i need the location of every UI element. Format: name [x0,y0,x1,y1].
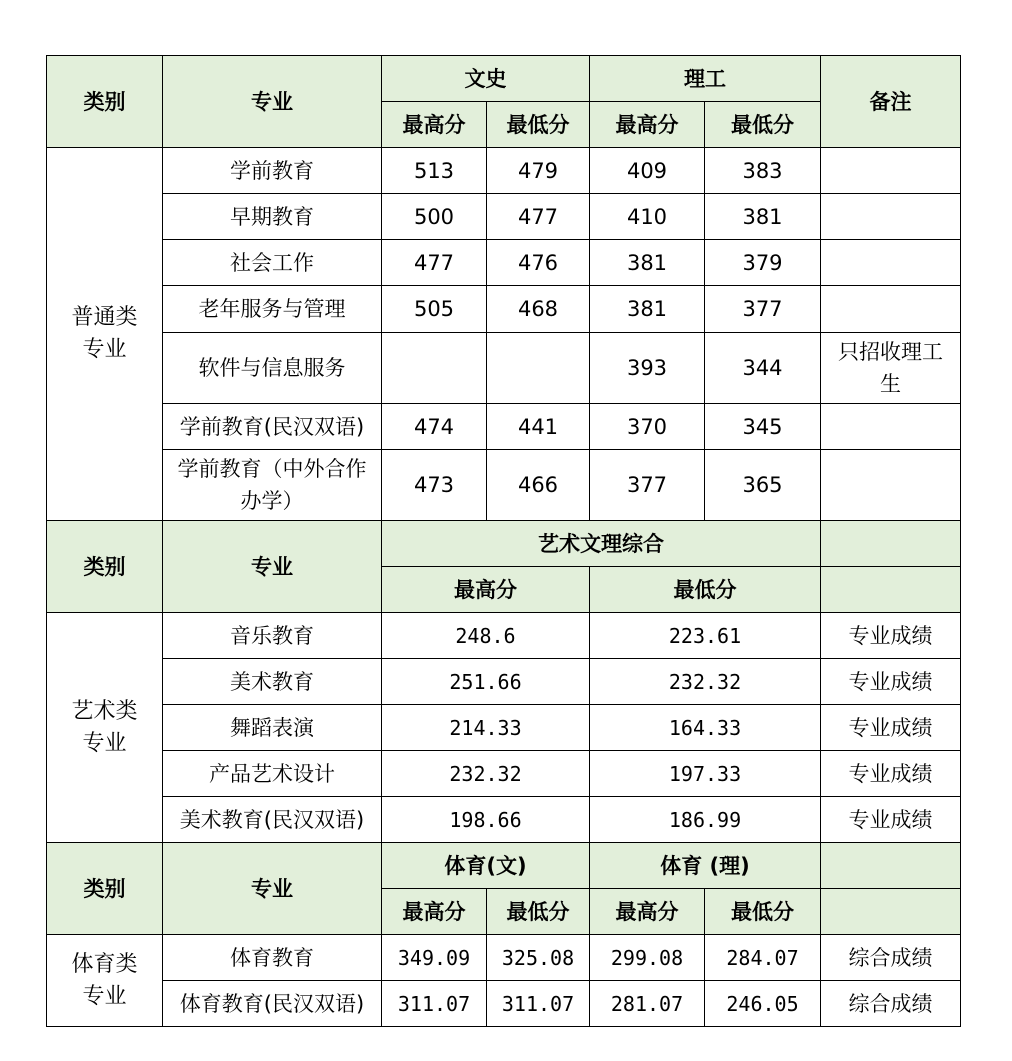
arts-min-cell: 477 [487,194,590,240]
note-cell: 综合成绩 [821,981,961,1027]
science-min-cell: 381 [705,194,821,240]
note-header-blank [821,843,961,889]
table-row [47,148,961,194]
science-max-cell: 299.08 [590,935,705,981]
note-cell [821,194,961,240]
major-cell: 体育教育 [163,935,382,981]
admission-score-table [46,55,961,1027]
arts-max-cell: 500 [382,194,487,240]
max-cell: 198.66 [382,797,590,843]
table-row [47,521,961,567]
table-row [47,751,961,797]
major-cell: 学前教育 [163,148,382,194]
major-header: 专业 [163,56,382,148]
arts-min-cell: 311.07 [487,981,590,1027]
table-row [47,240,961,286]
major-header: 专业 [163,521,382,613]
science-max-cell: 409 [590,148,705,194]
table-row [47,404,961,450]
arts-max-cell: 505 [382,286,487,333]
table-row [47,659,961,705]
note-header-blank [821,567,961,613]
science-max-cell: 370 [590,404,705,450]
note-cell: 专业成绩 [821,705,961,751]
table-row [47,935,961,981]
table-row [47,286,961,333]
table-row [47,843,961,889]
science-min-cell: 246.05 [705,981,821,1027]
max-cell: 251.66 [382,659,590,705]
table-row [47,333,961,404]
note-cell [821,286,961,333]
arts-min-cell [487,333,590,404]
note-cell [821,148,961,194]
arts-max-header: 最高分 [382,889,487,935]
combined-header: 艺术文理综合 [382,521,821,567]
note-header: 备注 [821,56,961,148]
note-cell: 专业成绩 [821,797,961,843]
arts-min-cell: 466 [487,450,590,521]
arts-max-header: 最高分 [382,102,487,148]
art-category-cell: 艺术类 专业 [47,613,163,843]
category-header: 类别 [47,843,163,935]
general-category-cell: 普通类 专业 [47,148,163,521]
science-header: 理工 [590,56,821,102]
science-max-cell: 381 [590,240,705,286]
max-header: 最高分 [382,567,590,613]
major-cell: 产品艺术设计 [163,751,382,797]
note-cell: 综合成绩 [821,935,961,981]
arts-max-cell: 513 [382,148,487,194]
table-row [47,981,961,1027]
major-cell: 美术教育 [163,659,382,705]
science-min-header: 最低分 [705,889,821,935]
science-max-cell: 281.07 [590,981,705,1027]
arts-min-header: 最低分 [487,889,590,935]
arts-min-cell: 325.08 [487,935,590,981]
major-cell: 体育教育(民汉双语) [163,981,382,1027]
major-cell: 软件与信息服务 [163,333,382,404]
table-row [47,705,961,751]
science-min-cell: 284.07 [705,935,821,981]
science-min-cell: 379 [705,240,821,286]
science-min-cell: 344 [705,333,821,404]
science-max-cell: 410 [590,194,705,240]
major-cell: 学前教育(民汉双语) [163,404,382,450]
major-cell: 美术教育(民汉双语) [163,797,382,843]
min-cell: 164.33 [590,705,821,751]
min-cell: 223.61 [590,613,821,659]
arts-min-header: 最低分 [487,102,590,148]
science-min-cell: 383 [705,148,821,194]
science-max-header: 最高分 [590,889,705,935]
sports-arts-header: 体育(文) [382,843,590,889]
max-cell: 232.32 [382,751,590,797]
table-row [47,613,961,659]
note-cell: 专业成绩 [821,659,961,705]
science-min-cell: 345 [705,404,821,450]
arts-max-cell: 473 [382,450,487,521]
arts-max-cell: 311.07 [382,981,487,1027]
min-cell: 232.32 [590,659,821,705]
note-header-blank [821,521,961,567]
category-header: 类别 [47,521,163,613]
min-cell: 197.33 [590,751,821,797]
science-max-header: 最高分 [590,102,705,148]
science-max-cell: 377 [590,450,705,521]
note-cell [821,404,961,450]
max-cell: 214.33 [382,705,590,751]
note-cell: 专业成绩 [821,751,961,797]
arts-min-cell: 468 [487,286,590,333]
major-cell: 学前教育（中外合作 办学） [163,450,382,521]
arts-header: 文史 [382,56,590,102]
arts-max-cell: 474 [382,404,487,450]
major-header: 专业 [163,843,382,935]
note-header-blank [821,889,961,935]
note-cell: 只招收理工 生 [821,333,961,404]
table-row [47,450,961,521]
major-cell: 老年服务与管理 [163,286,382,333]
arts-max-cell: 349.09 [382,935,487,981]
major-cell: 社会工作 [163,240,382,286]
major-cell: 舞蹈表演 [163,705,382,751]
table-row [47,194,961,240]
major-cell: 音乐教育 [163,613,382,659]
science-min-cell: 377 [705,286,821,333]
major-cell: 早期教育 [163,194,382,240]
science-max-cell: 393 [590,333,705,404]
min-cell: 186.99 [590,797,821,843]
min-header: 最低分 [590,567,821,613]
note-cell [821,240,961,286]
sports-science-header: 体育 (理) [590,843,821,889]
table-row [47,797,961,843]
arts-max-cell: 477 [382,240,487,286]
sports-category-cell: 体育类 专业 [47,935,163,1027]
note-cell [821,450,961,521]
category-header: 类别 [47,56,163,148]
science-min-cell: 365 [705,450,821,521]
arts-min-cell: 441 [487,404,590,450]
science-min-header: 最低分 [705,102,821,148]
table-row [47,56,961,102]
arts-min-cell: 479 [487,148,590,194]
arts-min-cell: 476 [487,240,590,286]
arts-max-cell [382,333,487,404]
science-max-cell: 381 [590,286,705,333]
max-cell: 248.6 [382,613,590,659]
note-cell: 专业成绩 [821,613,961,659]
